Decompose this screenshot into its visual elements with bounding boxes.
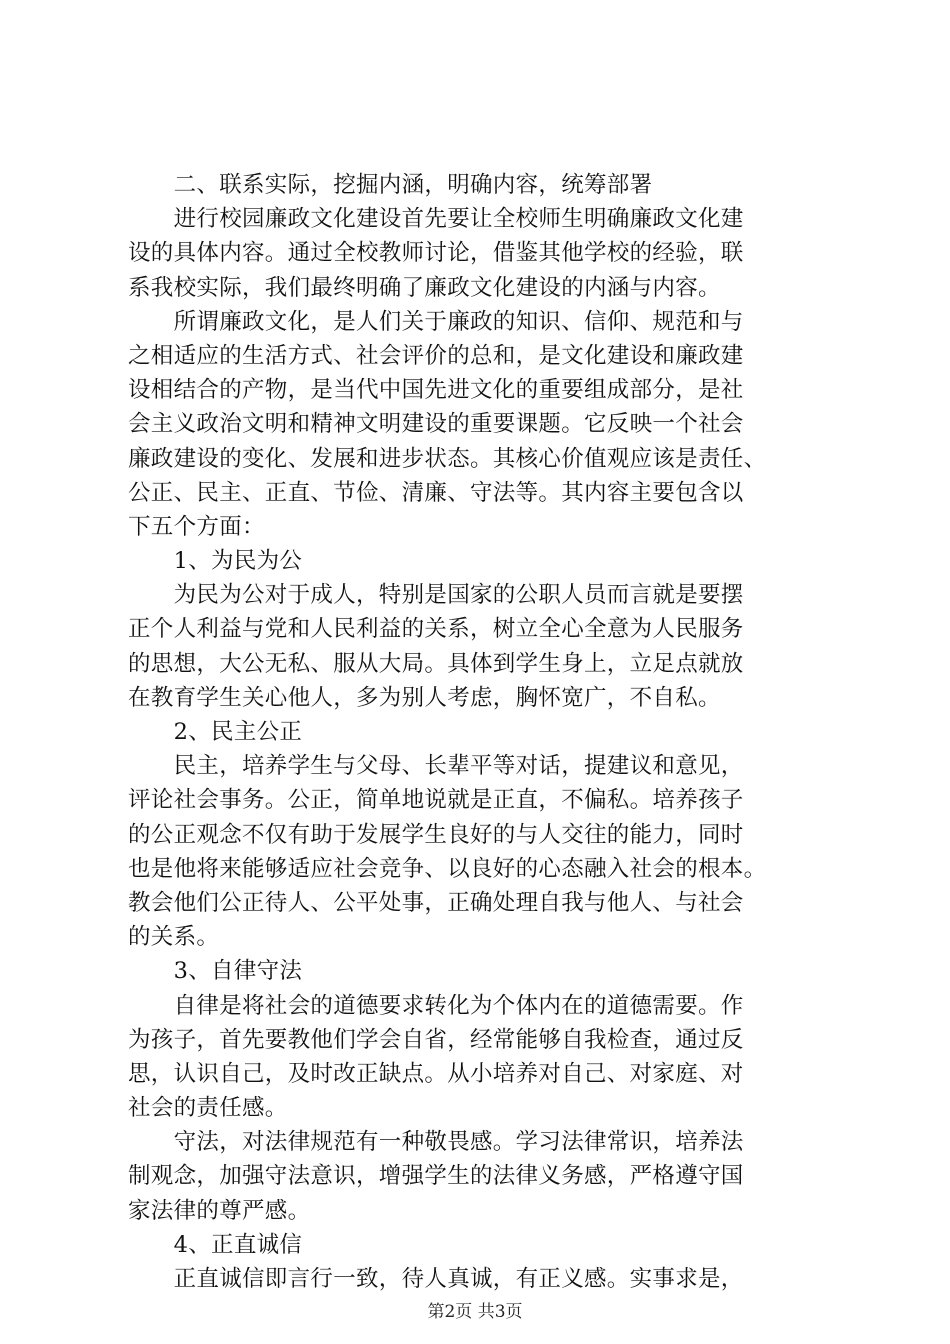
paragraph-line: 系我校实际，我们最终明确了廉政文化建设的内涵与内容。 [128,274,721,301]
document-body [128,168,840,1296]
paragraph-line: 为民为公对于成人，特别是国家的公职人员而言就是要摆 [128,582,744,609]
page-number-footer: 第2页 共3页 [427,1302,523,1322]
paragraph-line: 设相结合的产物，是当代中国先进文化的重要组成部分，是社 [128,377,744,404]
paragraph-line: 民主，培养学生与父母、长辈平等对话，提建议和意见， [128,753,744,780]
paragraph-line: 的思想，大公无私、服从大局。具体到学生身上，立足点就放 [128,650,744,677]
paragraph-line: 在教育学生关心他人，多为别人考虑，胸怀宽广，不自私。 [128,684,721,711]
paragraph-line: 下五个方面： [128,513,265,540]
paragraph-line: 正直诚信即言行一致，待人真诚，有正义感。实事求是， [128,1266,744,1292]
paragraph-line: 会主义政治文明和精神文明建设的重要课题。它反映一个社会 [128,411,744,438]
paragraph-line: 设的具体内容。通过全校教师讨论，借鉴其他学校的经验，联 [128,240,744,267]
subsection-heading: 4、正直诚信 [128,1231,303,1258]
paragraph-line: 公正、民主、正直、节俭、清廉、守法等。其内容主要包含以 [128,479,744,506]
paragraph-line: 评论社会事务。公正，简单地说就是正直，不偏私。培养孩子 [128,787,744,814]
paragraph-line: 为孩子，首先要教他们学会自省，经常能够自我检查，通过反 [128,1026,744,1053]
paragraph-line: 自律是将社会的道德要求转化为个体内在的道德需要。作 [128,992,744,1019]
paragraph-line: 的关系。 [128,924,220,951]
paragraph-line: 正个人利益与党和人民利益的关系，树立全心全意为人民服务 [128,616,744,643]
section-heading: 二、联系实际，挖掘内涵，明确内容，统筹部署 [128,172,653,198]
paragraph-line: 廉政建设的变化、发展和进步状态。其核心价值观应该是责任、 [128,445,767,472]
paragraph-line: 教会他们公正待人、公平处事，正确处理自我与他人、与社会 [128,889,744,916]
subsection-heading: 3、自律守法 [128,958,303,985]
paragraph-line: 思，认识自己，及时改正缺点。从小培养对自己、对家庭、对 [128,1060,744,1087]
paragraph-line: 社会的责任感。 [128,1095,288,1122]
paragraph-line: 制观念，加强守法意识，增强学生的法律义务感，严格遵守国 [128,1163,744,1190]
subsection-heading: 2、民主公正 [128,719,303,745]
paragraph-line: 进行校园廉政文化建设首先要让全校师生明确廉政文化建 [128,206,744,233]
paragraph-line: 所谓廉政文化，是人们关于廉政的知识、信仰、规范和与 [128,308,744,335]
paragraph-line: 之相适应的生活方式、社会评价的总和，是文化建设和廉政建 [128,342,744,369]
paragraph-line: 家法律的尊严感。 [128,1197,311,1224]
subsection-heading: 1、为民为公 [128,548,303,575]
paragraph-line: 守法，对法律规范有一种敬畏感。学习法律常识，培养法 [128,1129,744,1156]
paragraph-line: 的公正观念不仅有助于发展学生良好的与人交往的能力，同时 [128,821,744,848]
paragraph-line: 也是他将来能够适应社会竞争、以良好的心态融入社会的根本。 [128,855,767,882]
